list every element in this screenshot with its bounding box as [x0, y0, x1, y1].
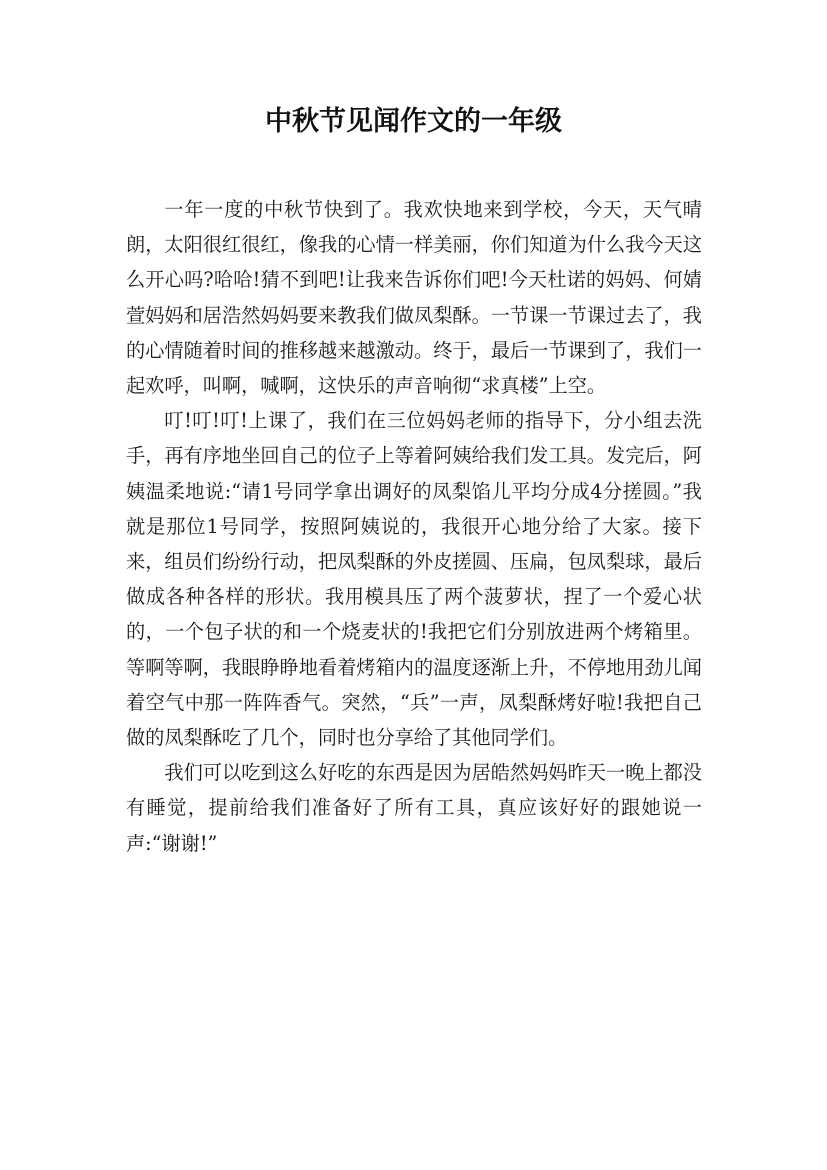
paragraph-1: 一年一度的中秋节快到了。我欢快地来到学校，今天，天气晴朗，太阳很红很红，像我的心情一样美丽，你们知道为什么我今天这么开心吗?哈哈!猜不到吧!让我来告诉你们吧!今天杜诺的妈妈、何婧萱妈妈和居浩然妈妈要来教我们做凤梨酥。一节课一节课过去了，我的心情随着时间的推移越来越激动。终于，最后一节课到了，我们一起欢呼，叫啊，喊啊，这快乐的声音响彻“求真楼”上空。	[126, 198, 702, 398]
paragraph-3: 我们可以吃到这么好吃的东西是因为居皓然妈妈昨天一晚上都没有睡觉，提前给我们准备好了所有工具，真应该好好的跟她说一声:“谢谢!”	[126, 761, 702, 855]
essay-body	[126, 192, 702, 861]
page-title: 中秋节见闻作文的一年级	[265, 106, 562, 137]
paragraph-2: 叮!叮!叮!上课了，我们在三位妈妈老师的指导下，分小组去洗手，再有序地坐回自己的位子上等着阿姨给我们发工具。发完后，阿姨温柔地说:“请1号同学拿出调好的凤梨馅儿平均分成4分搓圆。”我就是那位1号同学，按照阿姨说的，我很开心地分给了大家。接下来，组员们纷纷行动，把凤梨酥的外皮搓圆、压扁，包凤梨球，最后做成各种各样的形状。我用模具压了两个菠萝状，捏了一个爱心状的，一个包子状的和一个烧麦状的!我把它们分别放进两个烤箱里。等啊等啊，我眼睁睁地看着烤箱内的温度逐渐上升，不停地用劲儿闻着空气中那一阵阵香气。突然，“兵”一声，凤梨酥烤好啦!我把自己做的凤梨酥吃了几个，同时也分享给了其他同学们。	[126, 409, 702, 750]
